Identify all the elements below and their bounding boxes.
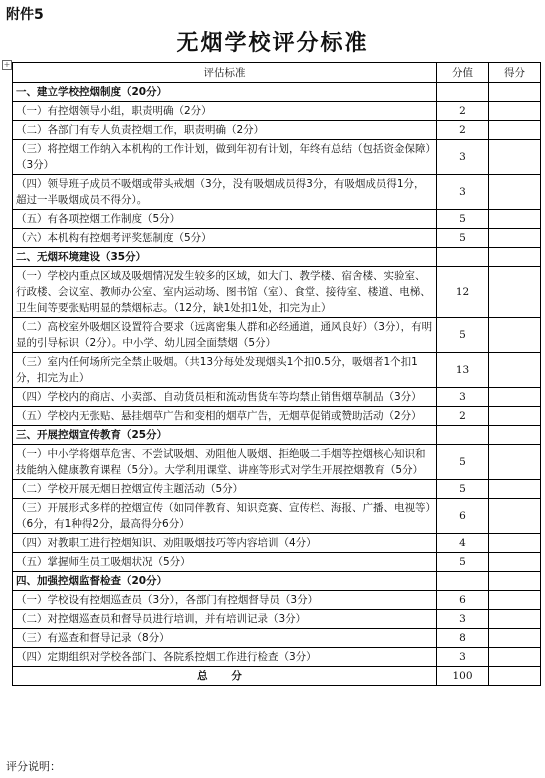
criteria-row	[13, 121, 541, 140]
section-points-cell	[437, 248, 489, 267]
total-label: 总 分	[13, 667, 437, 686]
criteria-row	[13, 648, 541, 667]
criteria-text: （五）学校内无张贴、悬挂烟草广告和变相的烟草广告，无烟草促销或赞助活动（2分）	[13, 407, 437, 426]
page-title: 无烟学校评分标准	[176, 30, 369, 56]
header-criteria: 评估标准	[13, 63, 437, 83]
criteria-row	[13, 534, 541, 553]
score-cell[interactable]	[489, 175, 541, 210]
section-title: 三、开展控烟宣传教育（25分）	[13, 426, 437, 445]
score-cell[interactable]	[489, 480, 541, 499]
criteria-text: （五）掌握师生员工吸烟状况（5分）	[13, 553, 437, 572]
section-score-cell[interactable]	[489, 248, 541, 267]
section-row	[13, 426, 541, 445]
points-value: 5	[437, 553, 489, 572]
criteria-row	[13, 480, 541, 499]
criteria-text: （三）有巡查和督导记录（8分）	[13, 629, 437, 648]
section-row	[13, 83, 541, 102]
criteria-row	[13, 629, 541, 648]
points-value: 3	[437, 388, 489, 407]
criteria-text: （三）将控烟工作纳入本机构的工作计划，做到年初有计划，年终有总结（包括资金保障）（3分）	[13, 140, 437, 175]
criteria-row	[13, 610, 541, 629]
total-score-cell[interactable]	[489, 667, 541, 686]
score-cell[interactable]	[489, 610, 541, 629]
criteria-row	[13, 553, 541, 572]
score-cell[interactable]	[489, 445, 541, 480]
criteria-text: （六）本机构有控烟考评奖惩制度（5分）	[13, 229, 437, 248]
score-cell[interactable]	[489, 229, 541, 248]
points-value: 6	[437, 591, 489, 610]
score-cell[interactable]	[489, 553, 541, 572]
criteria-row	[13, 499, 541, 534]
score-cell[interactable]	[489, 407, 541, 426]
header-score: 得分	[489, 63, 541, 83]
criteria-row	[13, 388, 541, 407]
criteria-text: （四）对教职工进行控烟知识、劝阻吸烟技巧等内容培训（4分）	[13, 534, 437, 553]
section-score-cell[interactable]	[489, 426, 541, 445]
points-value: 5	[437, 210, 489, 229]
section-title: 二、无烟环境建设（35分）	[13, 248, 437, 267]
score-cell[interactable]	[489, 648, 541, 667]
points-value: 2	[437, 102, 489, 121]
score-cell[interactable]	[489, 353, 541, 388]
points-value: 6	[437, 499, 489, 534]
points-value: 5	[437, 318, 489, 353]
points-value: 8	[437, 629, 489, 648]
criteria-row	[13, 318, 541, 353]
section-score-cell[interactable]	[489, 83, 541, 102]
section-points-cell	[437, 83, 489, 102]
points-value: 5	[437, 480, 489, 499]
points-value: 2	[437, 407, 489, 426]
section-title: 四、加强控烟监督检查（20分）	[13, 572, 437, 591]
criteria-row	[13, 140, 541, 175]
section-row	[13, 248, 541, 267]
criteria-text: （一）中小学将烟草危害、不尝试吸烟、劝阻他人吸烟、拒绝吸二手烟等控烟核心知识和技能纳入健康教育课程（5分）。大学利用课堂、讲座等形式对学生开展控烟教育（5分）	[13, 445, 437, 480]
criteria-row	[13, 229, 541, 248]
score-cell[interactable]	[489, 210, 541, 229]
score-cell[interactable]	[489, 121, 541, 140]
scoring-note: 评分说明：	[6, 760, 61, 773]
score-cell[interactable]	[489, 534, 541, 553]
section-title: 一、建立学校控烟制度（20分）	[13, 83, 437, 102]
score-cell[interactable]	[489, 499, 541, 534]
criteria-text: （一）学校内重点区域及吸烟情况发生较多的区域，如大门、教学楼、宿舍楼、实验室、行政楼、会议室、教师办公室、室内运动场、图书馆（室）、食堂、接待室、楼道、电梯、卫生间等要张贴明显的禁烟标志。（12分，缺1处扣1处，扣完为止）	[13, 267, 437, 318]
criteria-text: （二）对控烟巡查员和督导员进行培训，并有培训记录（3分）	[13, 610, 437, 629]
criteria-text: （四）领导班子成员不吸烟或带头戒烟（3分，没有吸烟成员得3分，有吸烟成员得1分，超过一半吸烟成员不得分）。	[13, 175, 437, 210]
score-cell[interactable]	[489, 591, 541, 610]
points-value: 5	[437, 229, 489, 248]
criteria-text: （三）室内任何场所完全禁止吸烟。（共13分每处发现烟头1个扣0.5分，吸烟者1个扣1分，扣完为止）	[13, 353, 437, 388]
criteria-row	[13, 102, 541, 121]
criteria-row	[13, 591, 541, 610]
score-cell[interactable]	[489, 267, 541, 318]
points-value: 12	[437, 267, 489, 318]
points-value: 2	[437, 121, 489, 140]
section-points-cell	[437, 572, 489, 591]
attachment-label: 附件5	[6, 7, 44, 23]
criteria-row	[13, 445, 541, 480]
criteria-text: （一）有控烟领导小组，职责明确（2分）	[13, 102, 437, 121]
points-value: 3	[437, 610, 489, 629]
table-header-row	[13, 63, 541, 83]
points-value: 3	[437, 175, 489, 210]
criteria-row	[13, 407, 541, 426]
score-cell[interactable]	[489, 102, 541, 121]
criteria-text: （二）高校室外吸烟区设置符合要求（远离密集人群和必经通道，通风良好）（3分），有明显的引导标识（2分）。中小学、幼儿园全面禁烟（5分）	[13, 318, 437, 353]
score-cell[interactable]	[489, 140, 541, 175]
table-move-handle-icon[interactable]: +	[3, 60, 11, 69]
section-score-cell[interactable]	[489, 572, 541, 591]
points-value: 13	[437, 353, 489, 388]
total-row	[13, 667, 541, 686]
scoring-table	[12, 62, 541, 686]
criteria-text: （一）学校设有控烟巡查员（3分），各部门有控烟督导员（3分）	[13, 591, 437, 610]
score-cell[interactable]	[489, 629, 541, 648]
score-cell[interactable]	[489, 318, 541, 353]
points-value: 4	[437, 534, 489, 553]
criteria-text: （二）各部门有专人负责控烟工作，职责明确（2分）	[13, 121, 437, 140]
criteria-row	[13, 175, 541, 210]
criteria-row	[13, 267, 541, 318]
criteria-text: （四）学校内的商店、小卖部、自动货员柜和流动售货车等均禁止销售烟草制品（3分）	[13, 388, 437, 407]
criteria-row	[13, 353, 541, 388]
score-cell[interactable]	[489, 388, 541, 407]
header-points: 分值	[437, 63, 489, 83]
criteria-text: （三）开展形式多样的控烟宣传（如同伴教育、知识竞赛、宣传栏、海报、广播、电视等）（6分，有1种得2分，最高得分6分）	[13, 499, 437, 534]
points-value: 3	[437, 648, 489, 667]
criteria-row	[13, 210, 541, 229]
criteria-text: （二）学校开展无烟日控烟宣传主题活动（5分）	[13, 480, 437, 499]
criteria-text: （五）有各项控烟工作制度（5分）	[13, 210, 437, 229]
points-value: 5	[437, 445, 489, 480]
section-points-cell	[437, 426, 489, 445]
points-value: 3	[437, 140, 489, 175]
total-points: 100	[437, 667, 489, 686]
section-row	[13, 572, 541, 591]
criteria-text: （四）定期组织对学校各部门、各院系控烟工作进行检查（3分）	[13, 648, 437, 667]
